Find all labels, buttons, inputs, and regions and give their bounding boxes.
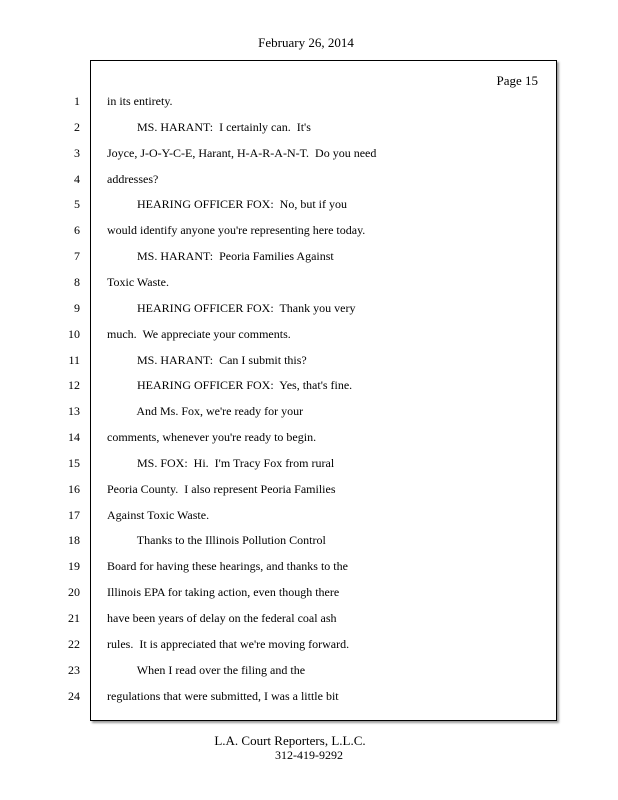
line-text: HEARING OFFICER FOX: Yes, that's fine. xyxy=(107,378,353,392)
line-text: Peoria County. I also represent Peoria Families xyxy=(107,482,336,496)
line-text: MS. HARANT: I certainly can. It's xyxy=(107,120,311,134)
line-text: Thanks to the Illinois Pollution Control xyxy=(107,533,326,547)
line-number: 21 xyxy=(68,611,80,625)
line-text: HEARING OFFICER FOX: No, but if you xyxy=(107,197,348,211)
line-text: regulations that were submitted, I was a little bit xyxy=(107,689,339,703)
line-text: in its entirety. xyxy=(107,94,173,108)
line-number: 13 xyxy=(68,404,80,418)
line-number: 15 xyxy=(68,456,80,470)
line-number: 20 xyxy=(68,585,80,599)
footer-company: L.A. Court Reporters, L.L.C. xyxy=(214,733,366,748)
line-number: 18 xyxy=(68,533,80,547)
line-text: have been years of delay on the federal coal ash xyxy=(107,611,337,625)
line-number: 14 xyxy=(68,430,80,444)
line-number: 23 xyxy=(68,663,80,677)
line-text: Board for having these hearings, and thanks to the xyxy=(107,559,348,573)
line-text: And Ms. Fox, we're ready for your xyxy=(107,404,304,418)
page-number: Page 15 xyxy=(496,73,538,88)
line-number: 9 xyxy=(74,301,80,315)
line-number: 5 xyxy=(74,197,80,211)
line-number: 19 xyxy=(68,559,80,573)
line-text: Joyce, J-O-Y-C-E, Harant, H-A-R-A-N-T. Do you need xyxy=(107,146,377,160)
line-number: 8 xyxy=(74,275,80,289)
line-number: 24 xyxy=(68,689,80,703)
line-text: much. We appreciate your comments. xyxy=(107,327,291,341)
line-text: Illinois EPA for taking action, even though there xyxy=(107,585,340,599)
line-number: 10 xyxy=(68,327,80,341)
line-text: HEARING OFFICER FOX: Thank you very xyxy=(107,301,356,315)
line-number: 16 xyxy=(68,482,80,496)
line-text: Against Toxic Waste. xyxy=(107,508,210,522)
line-number: 2 xyxy=(74,120,80,134)
line-text: When I read over the filing and the xyxy=(107,663,306,677)
line-text: MS. FOX: Hi. I'm Tracy Fox from rural xyxy=(107,456,335,470)
line-number: 4 xyxy=(74,172,80,186)
line-number: 22 xyxy=(68,637,80,651)
line-number: 7 xyxy=(74,249,80,263)
line-number: 12 xyxy=(68,378,80,392)
line-text: would identify anyone you're representing here today. xyxy=(107,223,366,237)
line-text: comments, whenever you're ready to begin. xyxy=(107,430,317,444)
footer-phone: 312-419-9292 xyxy=(275,748,343,762)
line-number: 11 xyxy=(68,353,80,367)
line-text: MS. HARANT: Peoria Families Against xyxy=(107,249,334,263)
line-text: rules. It is appreciated that we're moving forward. xyxy=(107,637,350,651)
line-number: 17 xyxy=(68,508,80,522)
line-number: 6 xyxy=(74,223,80,237)
line-text: MS. HARANT: Can I submit this? xyxy=(107,353,307,367)
line-text: addresses? xyxy=(107,172,159,186)
header-date: February 26, 2014 xyxy=(258,35,354,50)
line-number: 3 xyxy=(74,146,80,160)
line-text: Toxic Waste. xyxy=(107,275,169,289)
line-number: 1 xyxy=(74,94,80,108)
